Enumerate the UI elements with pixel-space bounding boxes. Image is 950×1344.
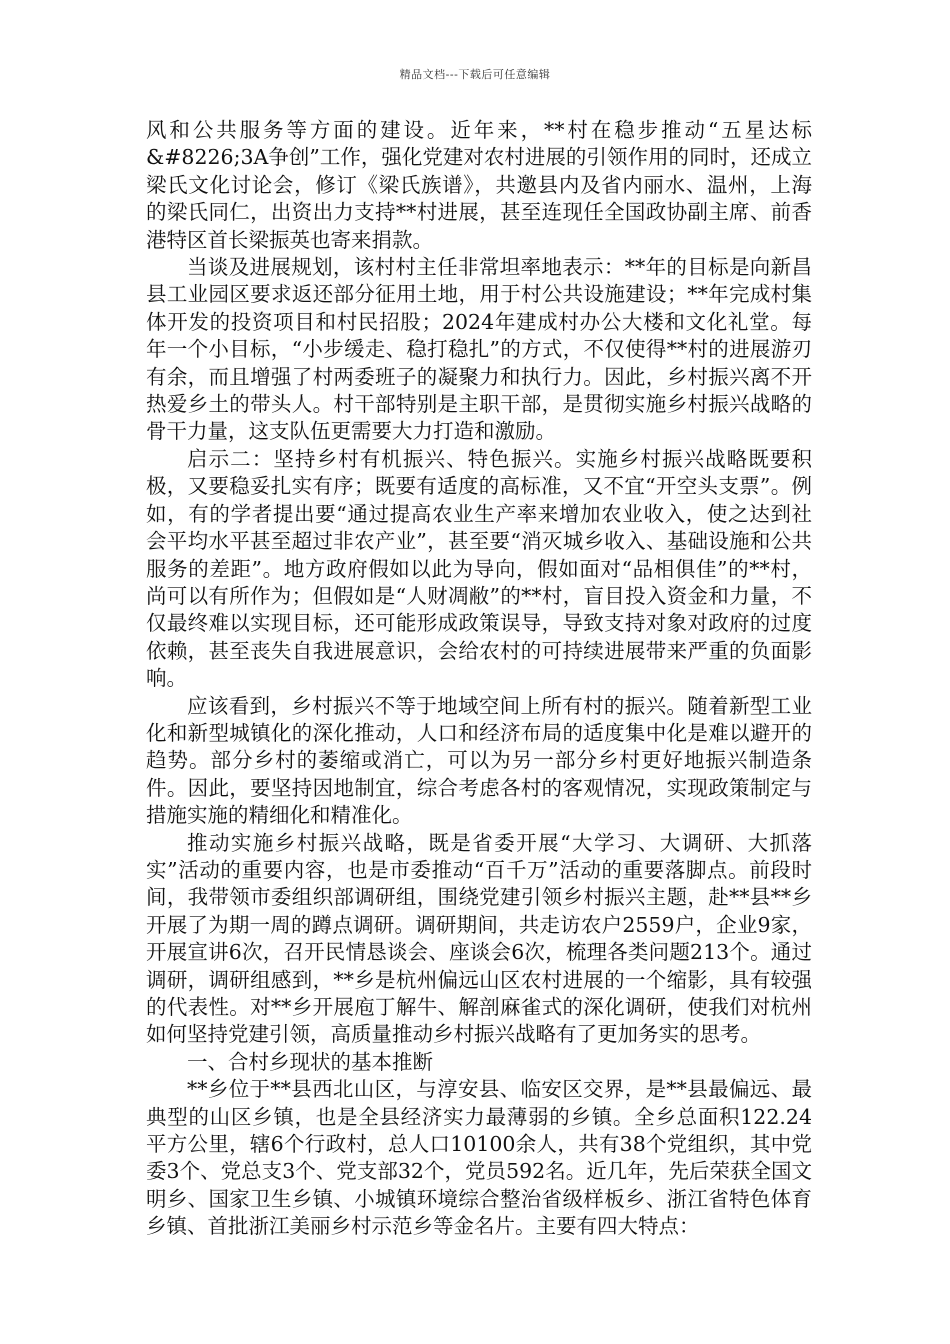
paragraph: **乡位于**县西北山区，与淳安县、临安区交界，是**县最偏远、最典型的山区乡镇，也是全县经济实力最薄弱的乡镇。全乡总面积122.24平方公里，辖6个行政村，总人口10100余人，共有38个党组织，其中党委3个、党总支3个、党支部32个，党员592名。近几年，先后荣获全国文明乡、国家卫生乡镇、小城镇环境综合整治省级样板乡、浙江省特色体育乡镇、首批浙江美丽乡村示范乡等金名片。主要有四大特点： bbox=[146, 1077, 812, 1239]
page-header: 精品文档---下载后可任意编辑 bbox=[399, 68, 551, 81]
paragraph: 启示二：坚持乡村有机振兴、特色振兴。实施乡村振兴战略既要积极，又要稳妥扎实有序；既要有适度的高标准，又不宜“开空头支票”。例如，有的学者提出要“通过提高农业生产率来增加农业收入，使之达到社会平均水平甚至超过非农产业”，甚至要“消灭城乡收入、基础设施和公共服务的差距”。地方政府假如以此为导向，假如面对“品相俱佳”的**村，尚可以有所作为；但假如是“人财凋敝”的**村，盲目投入资金和力量，不仅最终难以实现目标，还可能形成政策误导，导致支持对象对政府的过度依赖，甚至丧失自我进展意识，会给农村的可持续进展带来严重的负面影响。 bbox=[146, 446, 812, 691]
paragraph: 风和公共服务等方面的建设。近年来，**村在稳步推动“五星达标&#8226;3A争创”工作，强化党建对农村进展的引领作用的同时，还成立梁氏文化讨论会，修订《梁氏族谱》，共邀县内及省内丽水、温州，上海的梁氏同仁，出资出力支持**村进展，甚至连现任全国政协副主席、前香港特区首长梁振英也寄来捐款。 bbox=[146, 118, 812, 252]
paragraph: 应该看到，乡村振兴不等于地域空间上所有村的振兴。随着新型工业化和新型城镇化的深化推动，人口和经济布局的适度集中化是难以避开的趋势。部分乡村的萎缩或消亡，可以为另一部分乡村更好地振兴制造条件。因此，要坚持因地制宜，综合考虑各村的客观情况，实现政策制定与措施实施的精细化和精准化。 bbox=[146, 693, 812, 828]
paragraph: 推动实施乡村振兴战略，既是省委开展“大学习、大调研、大抓落实”活动的重要内容，也是市委推动“百千万”活动的重要落脚点。前段时间，我带领市委组织部调研组，围绕党建引领乡村振兴主题，赴**县**乡开展了为期一周的蹲点调研。调研期间，共走访农户2559户，企业9家，开展宣讲6次，召开民情恳谈会、座谈会6次，梳理各类问题213个。通过调研，调研组感到，**乡是杭州偏远山区农村进展的一个缩影，具有较强的代表性。对**乡开展庖丁解牛、解剖麻雀式的深化调研，使我们对杭州如何坚持党建引领，高质量推动乡村振兴战略有了更加务实的思考。 bbox=[146, 830, 812, 1047]
document-body bbox=[146, 117, 812, 1241]
paragraph: 当谈及进展规划，该村村主任非常坦率地表示：**年的目标是向新昌县工业园区要求返还部分征用土地，用于村公共设施建设；**年完成村集体开发的投资项目和村民招股；2024年建成村办公大楼和文化礼堂。每年一个小目标，“小步缓走、稳打稳扎”的方式，不仅使得**村的进展游刃有余，而且增强了村两委班子的凝聚力和执行力。因此，乡村振兴离不开热爱乡土的带头人。村干部特别是主职干部，是贯彻实施乡村振兴战略的骨干力量，这支队伍更需要大力打造和激励。 bbox=[146, 255, 812, 444]
section-heading: 一、合村乡现状的基本推断 bbox=[187, 1049, 433, 1074]
